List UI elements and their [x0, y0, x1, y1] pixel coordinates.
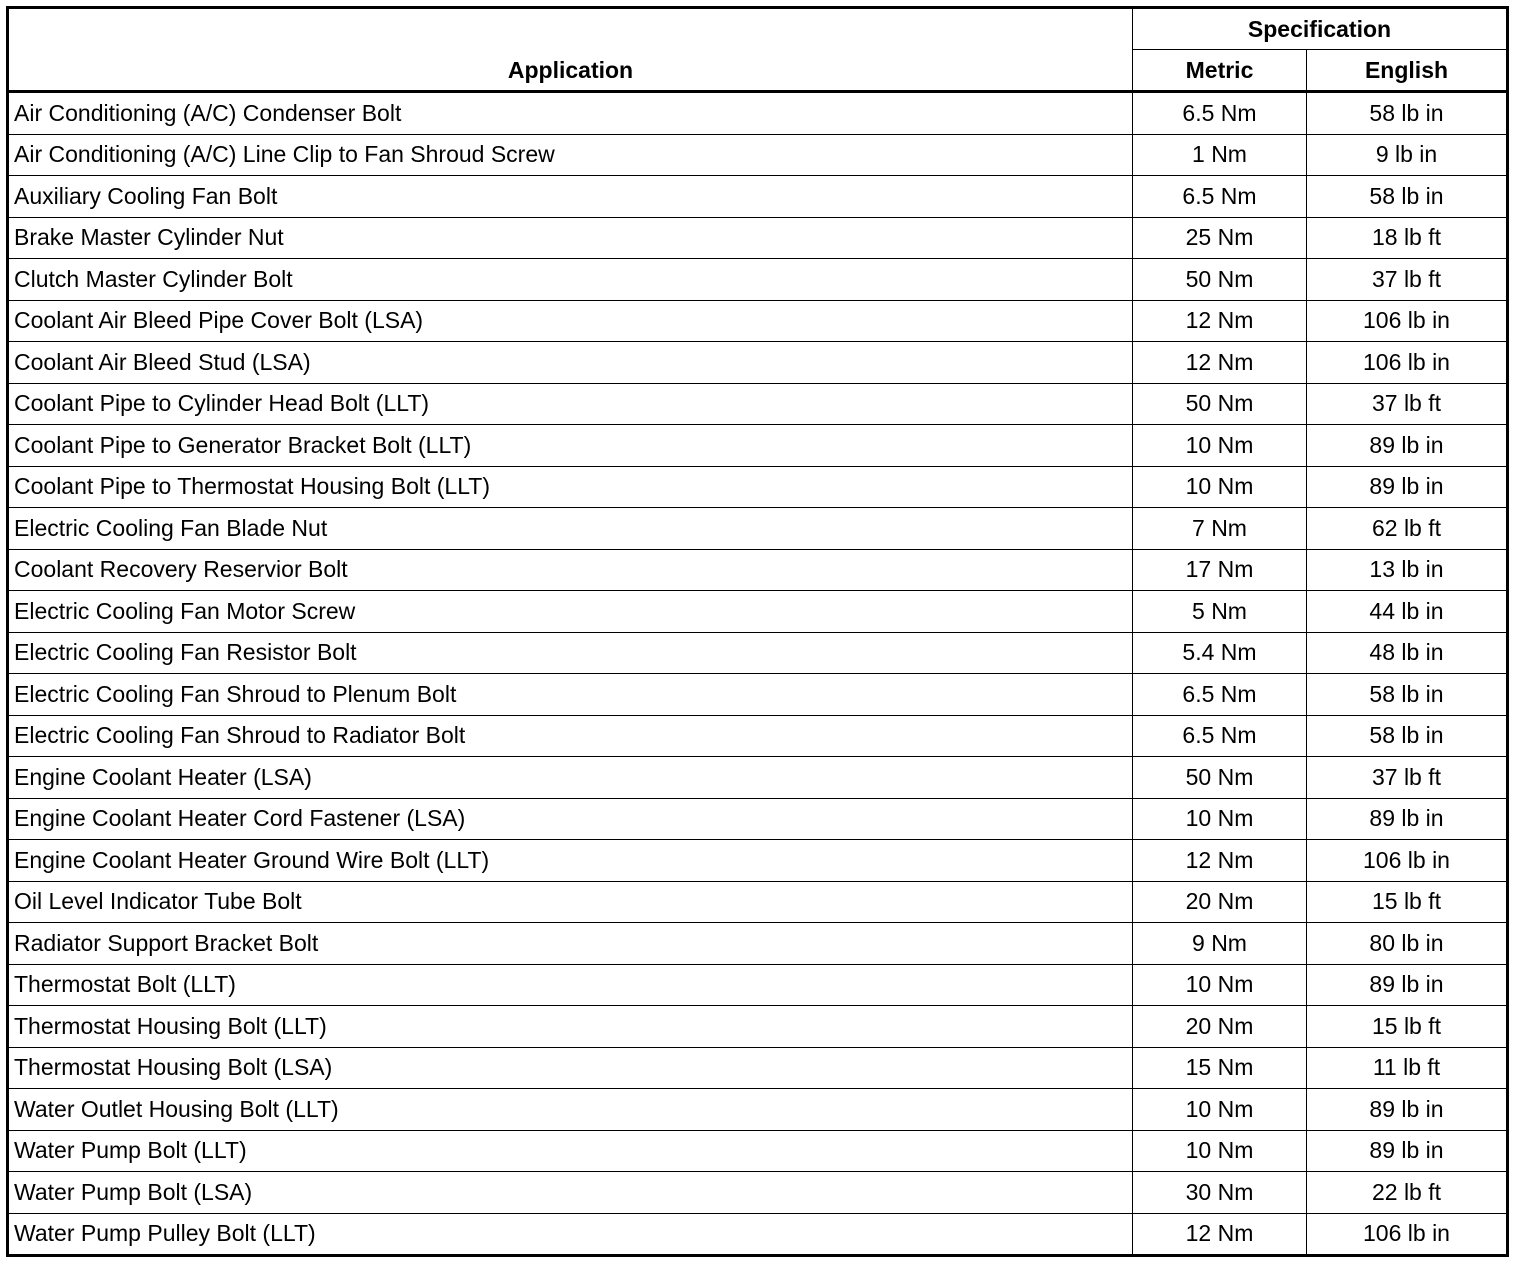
- application-cell: Coolant Air Bleed Stud (LSA): [8, 342, 1133, 384]
- specification-header: Specification: [1133, 8, 1508, 50]
- english-cell: 80 lb in: [1307, 923, 1508, 965]
- metric-cell: 50 Nm: [1133, 259, 1307, 301]
- english-cell: 58 lb in: [1307, 715, 1508, 757]
- metric-cell: 12 Nm: [1133, 300, 1307, 342]
- metric-cell: 10 Nm: [1133, 1089, 1307, 1131]
- table-row: [8, 92, 1508, 135]
- metric-cell: 12 Nm: [1133, 1213, 1307, 1256]
- metric-cell: 10 Nm: [1133, 964, 1307, 1006]
- application-header: Application: [8, 8, 1133, 92]
- table-row: [8, 1089, 1508, 1131]
- metric-cell: 20 Nm: [1133, 1006, 1307, 1048]
- application-cell: Oil Level Indicator Tube Bolt: [8, 881, 1133, 923]
- english-cell: 44 lb in: [1307, 591, 1508, 633]
- english-cell: 58 lb in: [1307, 176, 1508, 218]
- application-cell: Coolant Pipe to Generator Bracket Bolt (LLT): [8, 425, 1133, 467]
- english-cell: 89 lb in: [1307, 425, 1508, 467]
- table-body: [8, 92, 1508, 1256]
- metric-cell: 7 Nm: [1133, 508, 1307, 550]
- application-cell: Coolant Recovery Reservior Bolt: [8, 549, 1133, 591]
- english-cell: 106 lb in: [1307, 1213, 1508, 1256]
- metric-cell: 10 Nm: [1133, 466, 1307, 508]
- application-cell: Coolant Pipe to Thermostat Housing Bolt (LLT): [8, 466, 1133, 508]
- english-cell: 9 lb in: [1307, 134, 1508, 176]
- application-cell: Thermostat Housing Bolt (LSA): [8, 1047, 1133, 1089]
- metric-cell: 6.5 Nm: [1133, 715, 1307, 757]
- english-cell: 89 lb in: [1307, 1089, 1508, 1131]
- metric-cell: 15 Nm: [1133, 1047, 1307, 1089]
- table-row: [8, 259, 1508, 301]
- english-cell: 58 lb in: [1307, 674, 1508, 716]
- english-cell: 62 lb ft: [1307, 508, 1508, 550]
- english-cell: 106 lb in: [1307, 300, 1508, 342]
- table-row: [8, 1172, 1508, 1214]
- application-cell: Electric Cooling Fan Blade Nut: [8, 508, 1133, 550]
- table-row: [8, 300, 1508, 342]
- metric-cell: 25 Nm: [1133, 217, 1307, 259]
- table-row: [8, 674, 1508, 716]
- metric-cell: 12 Nm: [1133, 840, 1307, 882]
- table-row: [8, 798, 1508, 840]
- table-row: [8, 840, 1508, 882]
- english-cell: 48 lb in: [1307, 632, 1508, 674]
- table-row: [8, 1006, 1508, 1048]
- metric-cell: 10 Nm: [1133, 425, 1307, 467]
- table-row: [8, 1130, 1508, 1172]
- table-row: [8, 923, 1508, 965]
- metric-cell: 5.4 Nm: [1133, 632, 1307, 674]
- application-cell: Radiator Support Bracket Bolt: [8, 923, 1133, 965]
- table-row: [8, 508, 1508, 550]
- table-row: [8, 757, 1508, 799]
- table-row: [8, 964, 1508, 1006]
- english-cell: 89 lb in: [1307, 798, 1508, 840]
- metric-cell: 20 Nm: [1133, 881, 1307, 923]
- metric-header: Metric: [1133, 50, 1307, 92]
- application-cell: Brake Master Cylinder Nut: [8, 217, 1133, 259]
- english-cell: 37 lb ft: [1307, 259, 1508, 301]
- table-row: [8, 383, 1508, 425]
- metric-cell: 10 Nm: [1133, 1130, 1307, 1172]
- table-row: [8, 632, 1508, 674]
- english-cell: 15 lb ft: [1307, 1006, 1508, 1048]
- english-cell: 89 lb in: [1307, 466, 1508, 508]
- english-header: English: [1307, 50, 1508, 92]
- metric-cell: 30 Nm: [1133, 1172, 1307, 1214]
- table-row: [8, 1047, 1508, 1089]
- fastener-spec-table: [6, 6, 1509, 1257]
- application-cell: Air Conditioning (A/C) Condenser Bolt: [8, 92, 1133, 135]
- table-row: [8, 549, 1508, 591]
- metric-cell: 17 Nm: [1133, 549, 1307, 591]
- application-cell: Electric Cooling Fan Resistor Bolt: [8, 632, 1133, 674]
- table-row: [8, 134, 1508, 176]
- application-cell: Auxiliary Cooling Fan Bolt: [8, 176, 1133, 218]
- metric-cell: 1 Nm: [1133, 134, 1307, 176]
- english-cell: 58 lb in: [1307, 92, 1508, 135]
- english-cell: 37 lb ft: [1307, 757, 1508, 799]
- english-cell: 89 lb in: [1307, 1130, 1508, 1172]
- metric-cell: 10 Nm: [1133, 798, 1307, 840]
- english-cell: 106 lb in: [1307, 840, 1508, 882]
- application-cell: Clutch Master Cylinder Bolt: [8, 259, 1133, 301]
- table-row: [8, 217, 1508, 259]
- metric-cell: 6.5 Nm: [1133, 176, 1307, 218]
- application-cell: Water Outlet Housing Bolt (LLT): [8, 1089, 1133, 1131]
- table-row: [8, 466, 1508, 508]
- metric-cell: 5 Nm: [1133, 591, 1307, 633]
- table-row: [8, 715, 1508, 757]
- application-cell: Engine Coolant Heater (LSA): [8, 757, 1133, 799]
- metric-cell: 9 Nm: [1133, 923, 1307, 965]
- table-row: [8, 342, 1508, 384]
- application-cell: Electric Cooling Fan Motor Screw: [8, 591, 1133, 633]
- metric-cell: 12 Nm: [1133, 342, 1307, 384]
- metric-cell: 6.5 Nm: [1133, 674, 1307, 716]
- english-cell: 13 lb in: [1307, 549, 1508, 591]
- english-cell: 18 lb ft: [1307, 217, 1508, 259]
- english-cell: 15 lb ft: [1307, 881, 1508, 923]
- application-cell: Air Conditioning (A/C) Line Clip to Fan Shroud Screw: [8, 134, 1133, 176]
- metric-cell: 50 Nm: [1133, 383, 1307, 425]
- english-cell: 89 lb in: [1307, 964, 1508, 1006]
- metric-cell: 50 Nm: [1133, 757, 1307, 799]
- application-cell: Electric Cooling Fan Shroud to Plenum Bolt: [8, 674, 1133, 716]
- application-cell: Coolant Air Bleed Pipe Cover Bolt (LSA): [8, 300, 1133, 342]
- header-row-1: [8, 8, 1508, 50]
- english-cell: 22 lb ft: [1307, 1172, 1508, 1214]
- application-cell: Water Pump Bolt (LLT): [8, 1130, 1133, 1172]
- english-cell: 37 lb ft: [1307, 383, 1508, 425]
- application-cell: Thermostat Bolt (LLT): [8, 964, 1133, 1006]
- table-row: [8, 881, 1508, 923]
- table-row: [8, 425, 1508, 467]
- application-cell: Engine Coolant Heater Cord Fastener (LSA): [8, 798, 1133, 840]
- metric-cell: 6.5 Nm: [1133, 92, 1307, 135]
- table-row: [8, 1213, 1508, 1256]
- table-header: [8, 8, 1508, 92]
- application-cell: Water Pump Bolt (LSA): [8, 1172, 1133, 1214]
- application-cell: Water Pump Pulley Bolt (LLT): [8, 1213, 1133, 1256]
- table-row: [8, 591, 1508, 633]
- english-cell: 11 lb ft: [1307, 1047, 1508, 1089]
- application-cell: Coolant Pipe to Cylinder Head Bolt (LLT): [8, 383, 1133, 425]
- application-cell: Electric Cooling Fan Shroud to Radiator Bolt: [8, 715, 1133, 757]
- english-cell: 106 lb in: [1307, 342, 1508, 384]
- application-cell: Engine Coolant Heater Ground Wire Bolt (LLT): [8, 840, 1133, 882]
- table-row: [8, 176, 1508, 218]
- application-cell: Thermostat Housing Bolt (LLT): [8, 1006, 1133, 1048]
